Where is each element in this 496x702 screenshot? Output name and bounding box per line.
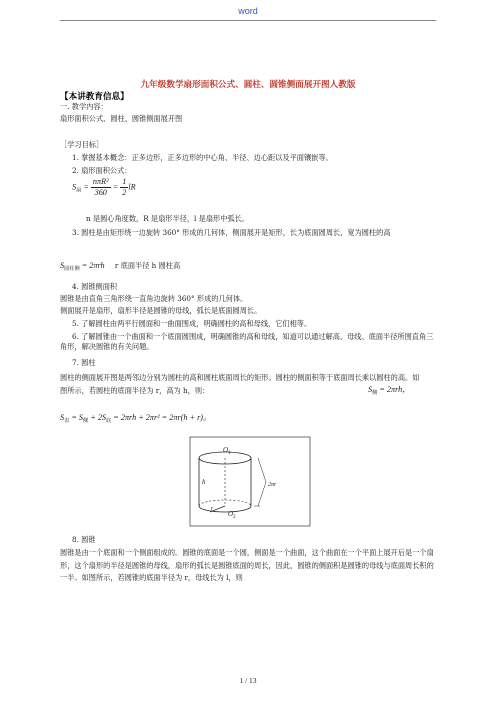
line-goal-1: 1. 掌握基本概念：正多边形，正多边形的中心角、半径、边心距以及平面镶嵌等。 [72,153,333,162]
line-cone-heading: 8. 圆锥 [72,535,96,544]
doc-title: 九年级数学扇形面积公式、圆柱、圆锥侧面展开图人教版 [140,80,356,90]
line-topic: 扇形面积公式、圆柱、圆锥侧面展开图 [60,114,183,123]
line-goals: ［学习目标］ [60,140,104,149]
header-link[interactable]: word [238,6,258,16]
formula-cylinder-side-inline: $S_侧 = 2\pi rh$， [368,385,411,396]
line-cylinder-def: 3. 圆柱是由矩形绕一边旋转 360° 形成的几何体，侧面展开是矩形，长为底面圆周长，宽为圆柱的高 [72,228,391,237]
line-cone-unfold: 侧面展开是扇形，扇形半径是圆锥的母线，弧长是底面圆周长。 [60,306,262,315]
label-circumference: 2πr [268,482,277,488]
cylinder-figure [180,436,320,528]
label-r: r [211,506,214,512]
label-o1: O [223,446,229,454]
page-number: 1 / 13 [239,676,257,685]
line-goal-2: 2. 扇形面积公式： [72,166,132,175]
line-goal-5: 5. 了解圆柱由两平行圆面和一曲面围成，明确圆柱的高和母线，它们相等。 [72,319,312,328]
formula-sector-area: $S_扇$ = $\frac{\text{nπR²}}{360}$ = $\frac{1}{2}$ lR [72,177,136,197]
line-cone-def: 圆锥是由直角三角形绕一直角边旋转 360° 形成的几何体。 [60,294,248,303]
line-teaching-content: 一. 教学内容： [60,102,108,111]
line-goal-6: 6. 了解圆锥由一个曲面和一个底面圆围成，明确圆锥的高和母线，知道可以通过解高、母线、底面半径所围直角三角形，解决圆锥的有关问题。 [60,332,434,351]
formula-cylinder-side: $S_{圆柱侧} = 2\pi rh$ r 底面半径 h 圆柱高 [60,261,181,272]
header-rule [60,20,436,21]
page-header[interactable] [0,6,496,16]
line-cylinder-heading: 7. 圆柱 [72,358,96,367]
label-o2: O [228,510,234,518]
label-o1-sub: 1 [228,451,231,456]
line-cone-area: 4. 圆锥侧面积 [72,282,118,291]
line-cylinder-text: 圆柱的侧面展开图是两邻边分别为圆柱的高和圆柱底面周长的矩形。圆柱的侧面积等于底面周长乘以圆柱的高。如图所示，若圆柱的底面半径为 r，高为 h，则： [60,373,420,395]
line-sector-vars: n 是圆心角度数，R 是扇形半径，l 是扇形中弧长。 [86,214,249,223]
label-h: h [202,478,206,486]
formula-cylinder-total: $S_表 = S_侧 + 2S_底 = 2\pi rh + 2\pi r^2 = 2\pi r(h + r)$。 [60,413,212,424]
section-heading: 【本讲教育信息】 [60,92,129,102]
label-o2-sub: 2 [233,515,236,520]
line-cone-text: 圆锥是由一个底面和一个侧面组成的。圆锥的底面是一个圆，侧面是一个曲面，这个曲面在一个平面上展开后是一个扇形，这个扇形的半径是圆锥的母线，扇形的弧长是圆锥底面的周长，因此，圆锥的侧面积是圆锥的母线与底面周长积的一半。如图所示，若圆锥的底面半径为 r，母线长为 l，则 [60,548,434,582]
